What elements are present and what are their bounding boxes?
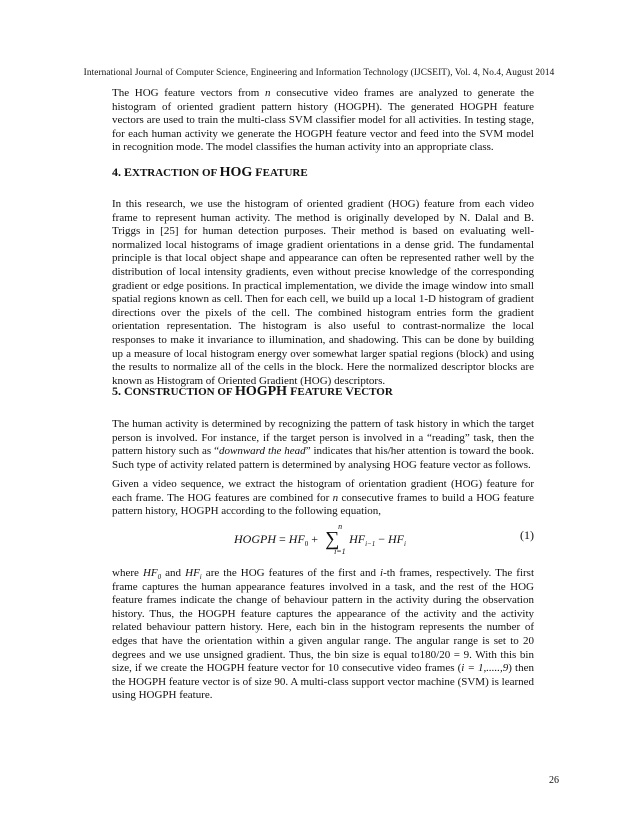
math-text: HF [185,567,200,579]
heading-text: HOGPH [234,384,288,399]
plus-sign: + [308,531,322,546]
equals-sign: = [276,531,289,546]
math-text: HF [142,567,158,579]
equation-term: HF [388,531,405,546]
equation-subscript: i−1 [365,540,376,549]
text-run: where [112,567,143,579]
section-5-paragraph-1-block [112,418,534,472]
section-4-paragraph-block [112,198,534,388]
text-run: and [161,567,186,579]
intro-paragraph [112,87,534,155]
heading-text: EATURE [297,386,346,398]
running-header: International Journal of Computer Science, Engineering and Information Technology (IJCSEIT), Vol. 4, No.4, August 2014 [83,68,555,78]
section-5-paragraph-3 [112,567,534,703]
heading-text: F [252,165,263,179]
section-4-heading [112,165,534,181]
minus-sign: − [375,531,389,546]
variable-n: n [332,491,339,504]
text-run: ” indicates that his/her attention is toward the book. Such type of activity related pattern is determined by analysing HOG feature vector as follows. [112,445,534,471]
equation-1 [112,522,534,558]
equation-formula [234,522,406,556]
math-hfi [185,567,202,582]
heading-text: V [345,384,354,398]
heading-text: ONSTRUCTION OF [132,386,235,398]
sum-lower-limit: i=1 [334,547,346,556]
equation-term: HF [349,531,366,546]
section-5-paragraph-3-block [112,567,534,703]
sum-upper-limit: n [338,522,343,531]
summation-symbol [321,522,349,556]
text-run: The HOG feature vectors from [112,87,266,99]
section-5-heading-block [112,384,534,400]
text-run: ) then the HOGPH feature vector is of size 90. A multi-class support vector machine (SVM) is learned using HOGPH feature. [112,662,534,702]
heading-text: C [124,384,133,398]
math-range: i = 1,.....,9 [461,662,509,675]
heading-text: E [124,165,133,179]
equation-number: (1) [520,528,534,542]
heading-number: 5. [112,384,124,398]
text-run: The human activity is determined by recognizing the pattern of task history in which the target person is involved. For instance, if the target person is involved in a “reading” task, then the pattern history such as “ [112,418,534,458]
heading-text: ECTOR [353,386,393,398]
sigma-glyph: ∑ [325,528,340,550]
heading-text: F [287,384,298,398]
heading-text: HOG [219,165,253,180]
heading-text: XTRACTION OF [132,167,220,179]
math-subscript: i [199,573,202,582]
equation-subscript: i [404,540,406,549]
intro-paragraph-block [112,87,534,155]
variable-n: n [265,87,271,99]
section-5-paragraph-1 [112,418,534,472]
math-i: i [380,567,384,579]
equation-subscript: 0 [304,540,309,549]
math-hf0 [142,567,162,582]
equation-term: HF [288,531,305,546]
heading-text: EATURE [262,167,308,179]
text-run: are the HOG features of the first and [201,567,380,579]
section-4-paragraph: In this research, we use the histogram of oriented gradient (HOG) feature from each video frame to represent human activity. The method is originally developed by N. Dalal and B. Triggs in [25] for human detection purposes. Their method is based on evaluating well-normalized local histograms of image gradient orientations in a dense grid. The fundamental principle is that local object shape and appearance can often be represented rather well by the distribution of local intensity gradients, even without precise knowledge of the corresponding gradient or edge positions. In practical implementation, we divide the image window into small spatial regions known as cell. Then for each cell, we build up a local 1-D histogram of gradient directions over the pixels of the cell. The combined histogram entries form the gradient orientation representation. The histogram is also useful to contrast-normalize the local responses to make it invariance to illumination, and shadowing. This can be done by building up a measure of local histogram energy over somewhat larger spatial regions (block) and using the results to normalize all of the cells in the block. Here the normalized descriptor blocks are known as Histogram of Oriented Gradient (HOG) descriptors. [112,198,534,387]
emphasis-text: downward the head [218,445,306,458]
section-5-paragraph-2-block [112,478,534,519]
equation-lhs: HOGPH [234,531,276,546]
math-subscript: 0 [157,573,162,582]
text-run: -th frames, respectively. The first frame captures the human appearance features involved in a task, and the rest of the HOG feature frames indicate the change of behaviour pattern in the activity during the observation history. Thus, the HOGPH feature captures the appearance of the activity and the activity related behaviour pattern history. Here, each bin in the histogram represents the number of edges that have the orientation within a given angular range. The angular range is set to 20 degrees and we use unsigned gradient. Thus, the bin size is equal to180/20 = 9. With this bin size, if we create the HOGPH feature vector for 10 consecutive video frames ( [112,567,534,675]
text-run: consecutive frames to build a HOG feature pattern history, HOGPH according to the following equation, [112,491,534,518]
text-run: consecutive video frames are analyzed to generate the histogram of oriented gradient pattern history (HOGPH). The generated HOGPH feature vectors are used to train the multi-class SVM classifier model for all activities. In testing stage, for each human activity we generate the HOGPH feature vector and feed into the SVM model in recognition mode. The model classifies the human activity into an appropriate class. [112,87,535,154]
section-5-paragraph-2 [112,478,534,519]
section-5-heading [112,384,534,400]
page-number: 26 [549,775,559,786]
heading-number: 4. [112,165,124,179]
section-4-heading-block [112,165,534,181]
text-run: Given a video sequence, we extract the histogram of orientation gradient (HOG) feature for each frame. The HOG features are combined for [112,478,534,504]
